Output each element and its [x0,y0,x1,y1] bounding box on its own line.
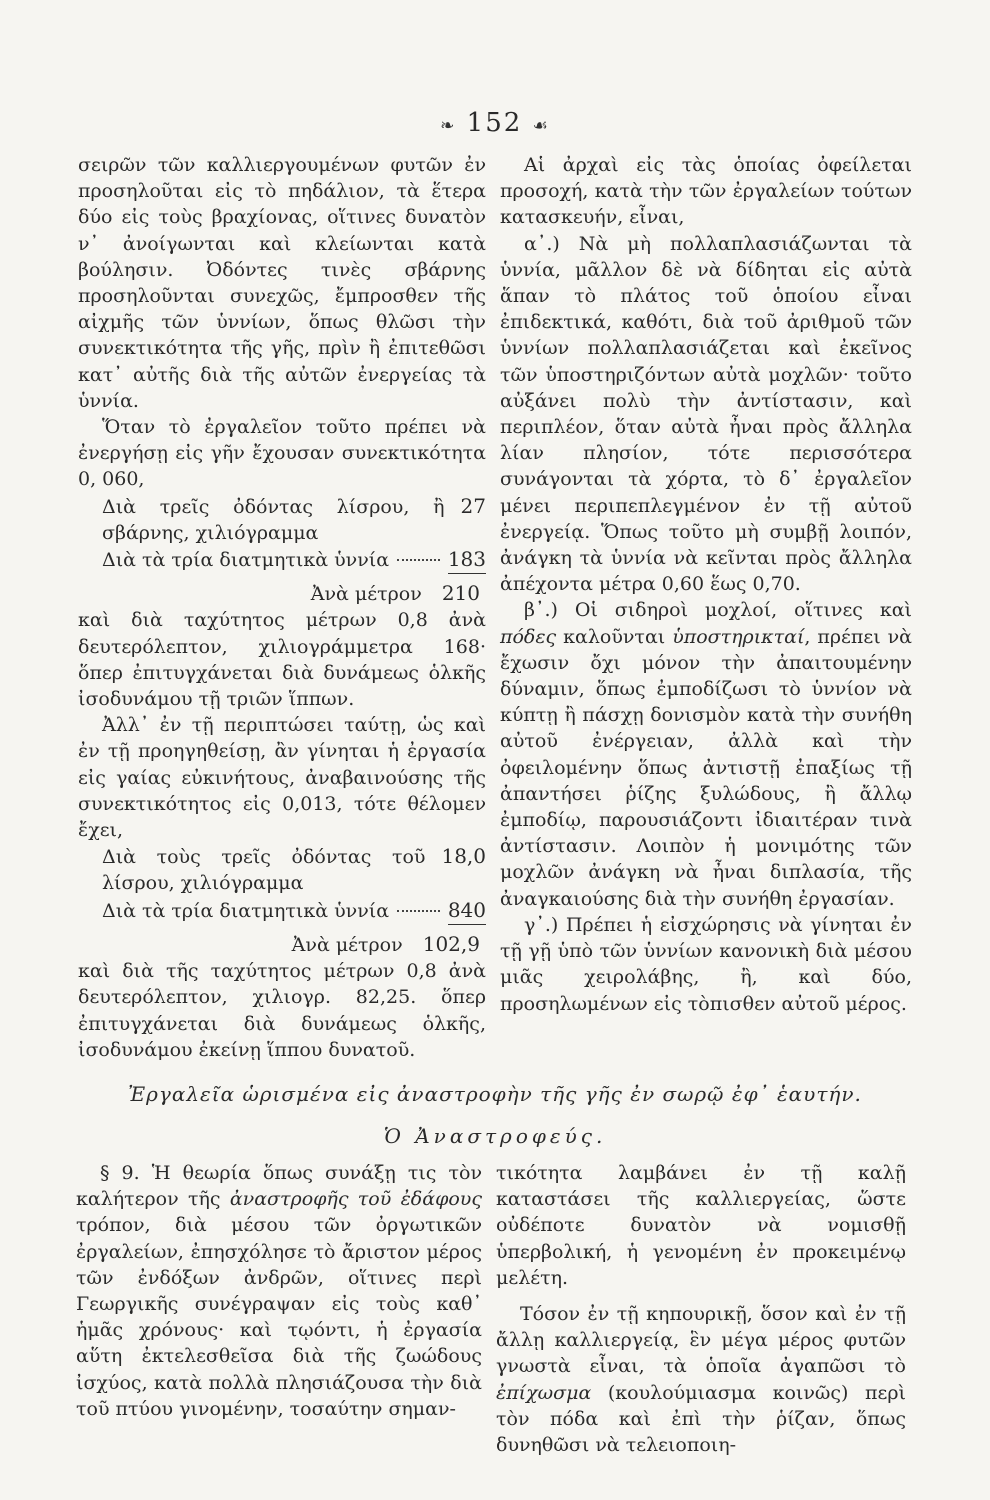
paragraph [496,1301,906,1458]
text-run: (κουλούμιασμα κοινῶς) περὶ τὸν πόδα καὶ ἐπὶ τὴν ῥίζαν, ὅπως δυνηθῶσι νὰ τελειοποιη- [496,1381,906,1457]
text-run: Ἡ θεωρία ὅπως συνάξῃ τις τὸν καλήτερον τῆς [76,1162,482,1211]
paragraph: γ᾽.) Πρέπει ἡ εἰσχώρησις νὰ γίνηται ἐν τῇ γῇ ὑπὸ τῶν ὑννίων κανονικὴ διὰ μέσου μιᾶς χειρολάβης, ἢ, καὶ δύο, προσηλωμένων εἰς τὸπισθεν αὐτοῦ μέρος. [500,913,912,1015]
right-column-upper [500,152,912,1017]
text-run: β᾽.) Οἱ σιδηροὶ μοχλοί, οἵτινες καὶ [524,599,912,622]
paragraph: καὶ διὰ ταχύτητος μέτρων 0,8 ἀνὰ δευτερόλεπτον, χιλιογράμμετρα 168· ὅπερ ἐπιτυγχάνεται διὰ δυνάμεως ὁλκῆς ἰσοδυνάμου τῇ τριῶν ἵππων. [78,609,486,711]
paragraph [500,597,912,911]
calc-value: 183 [448,546,486,574]
paragraph: καὶ διὰ τῆς ταχύτητος μέτρων 0,8 ἀνὰ δευτερόλεπτον, χιλιογρ. 82,25. ὅπερ ἐπιτυγχάνεται διὰ δυνάμεως ὁλκῆς, ἰσοδυνάμου ἐκείνῃ ἵππου δυνατοῦ. [78,960,486,1061]
total-value: 210 [441,581,480,606]
calc-row [78,546,486,574]
page-number: 152 [466,108,523,138]
calc-label: Διὰ τοὺς τρεῖς ὀδόντας τοῦ λίσρου, χιλιόγραμμα [102,846,426,895]
total-label: Ἀνὰ μέτρον [291,933,403,956]
calc-label: Διὰ τὰ τρία διατμητικὰ ὑννία [102,899,390,922]
calc-row [78,897,486,925]
page-header [0,108,990,138]
left-column-lower [76,1160,482,1422]
paragraph: σειρῶν τῶν καλλιεργουμένων φυτῶν ἐν προσηλοῦται εἰς τὸ πηδάλιον, τὰ ἕτερα δύο εἰς τοὺς βραχίονας, οἵτινες δυνατὸν ν᾽ ἀνοίγωνται καὶ κλείωνται κατὰ βούλησιν. Ὀδόντες τινὲς σβάρνης προσηλοῦνται συνεχῶς, ἔμπροσθεν τῆς αἰχμῆς τῶν ὑννίων, ὅπως θλῶσι τὴν συνεκτικότητα τῆς γῆς, πρὶν ἢ ἐπιτεθῶσι κατ᾽ αὐτῆς διὰ τῆς αὐτῶν ἐνεργείας τὰ ὑννία. [78,154,486,412]
dot-leader [397,910,440,912]
dot-leader [397,559,440,561]
section-subheading: Ὁ Ἀναστροφεύς. [383,1124,607,1148]
text-run: καλοῦνται [556,625,673,648]
paragraph [76,1160,482,1422]
calc-total [78,580,486,607]
left-column-upper [78,152,486,1063]
total-value: 102,9 [422,931,480,956]
calc-value: 840 [448,897,486,925]
section-number: § 9. [100,1162,140,1184]
calc-label: Διὰ τρεῖς ὀδόντας λίσρου, ἢ σβάρνης, χιλιόγραμμα [102,495,445,544]
paragraph: α᾽.) Νὰ μὴ πολλαπλασιάζωνται τὰ ὑννία, μᾶλλον δὲ νὰ δίδηται εἰς αὐτὰ ἅπαν τὸ πλάτος τοῦ ὁποίου εἶναι ἐπιδεκτικά, καθότι, διὰ τοῦ ἀριθμοῦ τῶν ὑννίων πολλαπλασιάζεται καὶ ἐκεῖνος τῶν ὑποστηριζόντων αὐτὰ μοχλῶν· τοῦτο αὐξάνει πολὺ τὴν ἀντίστασιν, καὶ περιπλέον, ὅταν αὐτὰ ἦναι πρὸς ἄλληλα λίαν πλησίον, τότε περισσότερα συνάγονται τὰ χόρτα, τὸ δ᾽ ἐργαλεῖον μένει περιπεπλεγμένον ἐν τῇ αὐτοῦ ἐνεργείᾳ. Ὅπως τοῦτο μὴ συμβῇ λοιπόν, ἀνάγκη τὰ ὑννία νὰ κεῖνται πρὸς ἄλληλα ἀπέχοντα μέτρα 0,60 ἕως 0,70. [500,232,912,596]
italic-term: ὑποστηρικταί [672,625,805,648]
calc-value: 18,0 [441,844,486,869]
text-run: τρόπον, διὰ μέσου τῶν ὀργωτικῶν ἐργαλείων, ἐπησχόλησε τὸ ἄριστον μέρος τῶν ἐνδόξων ἀνδρῶν, οἵτινες περὶ Γεωργικῆς συνέγραψαν εἰς τοὺς καθ᾽ ἡμᾶς χρόνους· καὶ τῳόντι, ἡ ἐργασία αὕτη ἐκτελεσθεῖσα διὰ τῆς ζωώδους ἰσχύος, κατὰ πολλὰ πλησιάζουσα τὴν διὰ τοῦ πτύου γινομένην, τοσαύτην σημαν- [76,1214,482,1420]
italic-term: πόδες [500,625,557,648]
paragraph: Ἀλλ᾽ ἐν τῇ περιπτώσει ταύτῃ, ὡς καὶ ἐν τῇ προηγηθείσῃ, ἂν γίνηται ἡ ἐργασία εἰς γαίας εὐκινήτους, ἀναβαινούσης τῆς συνεκτικότητος εἰς 0,013, τότε θέλομεν ἔχει, [78,714,486,842]
right-column-lower [496,1160,906,1458]
paragraph: Ὅταν τὸ ἐργαλεῖον τοῦτο πρέπει νὰ ἐνεργήσῃ εἰς γῆν ἔχουσαν συνεκτικότητα 0, 060, [78,416,486,491]
paragraph: τικότητα λαμβάνει ἐν τῇ καλῇ καταστάσει τῆς καλλιεργείας, ὥστε οὐδέποτε δυνατὸν νὰ νομισθῇ ὑπερβολική, ἡ γενομένη ἐν προκειμένῳ μελέτη. [496,1162,906,1289]
calc-row [78,493,486,546]
calc-value: 27 [460,493,486,518]
calc-total [78,931,486,958]
total-label: Ἀνὰ μέτρον [310,583,422,606]
paragraph: Αἱ ἀρχαὶ εἰς τὰς ὁποίας ὀφείλεται προσοχή, κατὰ τὴν τῶν ἐργαλείων τούτων κατασκευήν, εἶναι, [500,154,912,229]
right-ornament-icon: ☙ [532,116,550,136]
italic-term: ἐπίχωσμα [496,1381,592,1404]
text-run: Τόσον ἐν τῇ κηπουρικῇ, ὅσον καὶ ἐν τῇ ἄλλῃ καλλιεργείᾳ, ἓν μέγα μέρος φυτῶν γνωστὰ εἶναι, τὰ ὁποῖα ἀγαπῶσι τὸ [496,1303,906,1378]
calc-label: Διὰ τὰ τρία διατμητικὰ ὑννία [102,549,390,572]
left-ornament-icon: ❧ [440,116,457,136]
calc-row [78,843,486,896]
text-run: , πρέπει νὰ ἔχωσιν ὄχι μόνον τὴν ἀπαιτουμένην δύναμιν, ὅπως ἐμποδίζωσι τὸ ὑννίον νὰ κύπτῃ ἢ πάσχῃ δονισμὸν κατὰ τὴν συνήθη αὐτοῦ ἐνέργειαν, ἀλλὰ καὶ τὴν ὀφειλομένην ὅπως ἀντιστῇ ἐπαξίως τῇ ἀπαντήσει ῥίζης ξυλώδους, ἢ ἄλλῳ ἐμποδίῳ, παρουσιάζοντι ἰδιαιτέραν τινὰ ἀντίστασιν. Λοιπὸν ἡ μονιμότης τῶν μοχλῶν ἀνάγκη νὰ ἦναι διπλασία, τῆς ἀναγκαιούσης διὰ τὴν συνήθη ἐργασίαν. [500,625,912,910]
italic-term: ἀναστροφῆς τοῦ ἐδάφους [229,1188,482,1211]
section-heading: Ἐργαλεῖα ὡρισμένα εἰς ἀναστροφὴν τῆς γῆς ἐν σωρῷ ἐφ᾽ ἑαυτήν. [128,1082,862,1106]
